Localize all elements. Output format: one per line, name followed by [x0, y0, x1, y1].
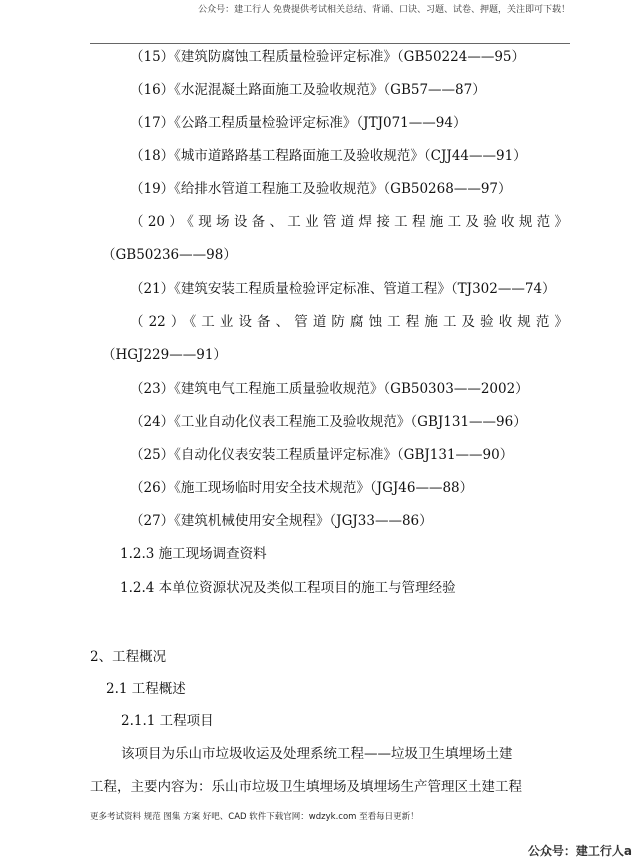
standard-item-17: （17）《公路工程质量检验评定标准》（JTJ071——94）	[130, 115, 467, 131]
standard-item-25: （25）《自动化仪表安装工程质量评定标准》（GBJ131——90）	[130, 447, 514, 463]
standard-item-22: （22）《工业设备、管道防腐蚀工程施工及验收规范》	[130, 314, 568, 330]
section-1-2-4-heading: 1.2.4 本单位资源状况及类似工程项目的施工与管理经验	[120, 580, 456, 596]
watermark-label: 公众号：建工行人a	[527, 844, 632, 858]
section-2-1-heading: 2.1 工程概述	[106, 681, 186, 697]
section-2-1-1-heading: 2.1.1 工程项目	[121, 713, 214, 729]
project-paragraph-line-2: 工程，主要内容为：乐山市垃圾卫生填埋场及填埋场生产管理区土建工程	[90, 779, 522, 795]
standard-item-22-code: （HGJ229——91）	[102, 347, 227, 363]
section-1-2-3-heading: 1.2.3 施工现场调查资料	[120, 546, 267, 562]
standard-item-24: （24）《工业自动化仪表工程施工及验收规范》（GBJ131——96）	[130, 414, 527, 430]
standard-item-20-code: （GB50236——98）	[102, 247, 237, 263]
standard-item-19: （19）《给排水管道工程施工及验收规范》（GB50268——97）	[130, 181, 512, 197]
header-divider	[90, 43, 570, 44]
page-header: 公众号：建工行人 免费提供考试相关总结、背诵、口诀、习题、试卷、押题，关注即可下载！	[198, 5, 570, 15]
standard-item-18: （18）《城市道路路基工程路面施工及验收规范》（CJJ44——91）	[130, 148, 527, 164]
standard-item-26: （26）《施工现场临时用安全技术规范》（JGJ46——88）	[130, 480, 474, 496]
section-2-heading: 2、工程概况	[90, 649, 167, 665]
standard-item-21: （21）《建筑安装工程质量检验评定标准、管道工程》（TJ302——74）	[130, 281, 556, 297]
standard-item-16: （16）《水泥混凝土路面施工及验收规范》（GB57——87）	[130, 82, 486, 98]
standard-item-15: （15）《建筑防腐蚀工程质量检验评定标准》（GB50224——95）	[130, 49, 526, 65]
standard-item-27: （27）《建筑机械使用安全规程》（JGJ33——86）	[130, 513, 433, 529]
page-footer: 更多考试资料 规范 图集 方案 好吧、CAD 软件下载官网：wdzyk.com 至看每日更新！	[90, 812, 419, 822]
standard-item-20: （20）《现场设备、工业管道焊接工程施工及验收规范》	[130, 214, 568, 230]
project-paragraph-line-1: 该项目为乐山市垃圾收运及处理系统工程——垃圾卫生填埋场土建	[121, 746, 513, 762]
standard-item-23: （23）《建筑电气工程施工质量验收规范》（GB50303——2002）	[130, 381, 529, 397]
